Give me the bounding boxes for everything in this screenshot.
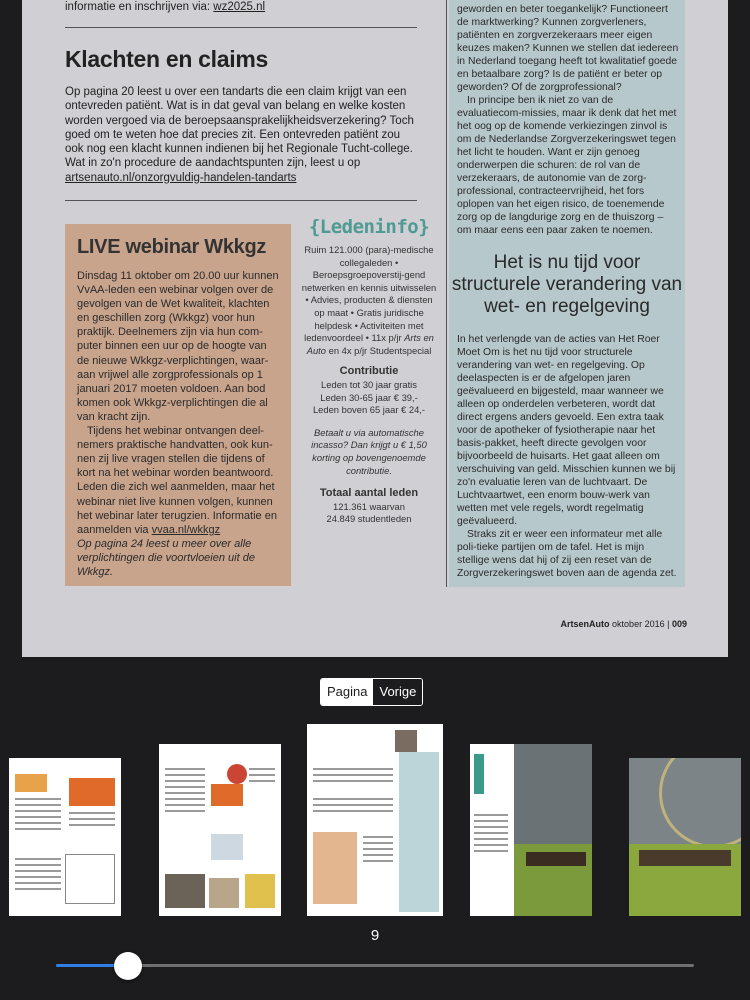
- wz2025-link[interactable]: wz2025.nl: [213, 1, 266, 13]
- totaal-title: Totaal aantal leden: [319, 487, 419, 500]
- totaal-line: 24.849 studentleden: [326, 513, 412, 525]
- right-bottom-text: [457, 333, 679, 580]
- ledeninfo-text-end: en 4x p/jr Studentspecial: [326, 344, 432, 356]
- ledeninfo-text-main: Ruim 121.000 (para)-medische collegaleden • Beroepsgroepoverstij-gend netwerken en kennis uitwisselen • Advies, producten & diensten op maat • Gratis juridische helpdesk • Activiteiten met ledenvoordeel • 11x p/jr: [301, 244, 437, 344]
- right-top-text: [457, 3, 679, 237]
- thumb-page-3[interactable]: [307, 724, 443, 916]
- thumb-page-1[interactable]: [9, 758, 121, 916]
- footer-date: oktober 2016: [612, 619, 665, 629]
- ledeninfo-title: {Ledeninfo}: [308, 216, 430, 238]
- top-text: [65, 0, 415, 15]
- footer-brand: ArtsenAuto: [560, 619, 610, 629]
- incasso-note: Betaalt u via automatische incasso? Dan krijgt u € 1,50 korting op bovengenoemde contributie.: [311, 426, 427, 476]
- vvaa-link[interactable]: vvaa.nl/wkkgz: [151, 523, 221, 536]
- right-heading: Het is nu tijd voor structurele verandering van wet- en regelgeving: [451, 252, 683, 317]
- page-slider-thumb[interactable]: [114, 952, 142, 980]
- webinar-body: [77, 269, 279, 579]
- divider: [65, 200, 417, 201]
- right-p3: In het verlengde van de acties van Het Roer Moet Om is het nu tijd voor structurele verandering van wet- en regelgeving. Op deelaspecten is er de afgelopen jaren geëvalueerd en bijgesteld, maar wanneer we alleen op onderdelen verbeteren, wordt dat direct ergens anders gevoeld. Een extra taak voor de apotheker of fysiotherapie naar het basis-pakket, heeft directe gevolgen voor bijvoorbeeld de huisarts. Het gaat alleen om verschuiving van geld. Misschien kunnen we bij zo'n evaluatie leren van de luchtvaart. De Luchtvaartwet, een enorm bouw-werk van wetten met vele regels, wordt regelmatig geëvalueerd.: [457, 334, 676, 527]
- right-column: [449, 0, 685, 587]
- klachten-body: [65, 85, 415, 185]
- page-mode-toggle[interactable]: [320, 678, 423, 706]
- ledeninfo-text-italic: Arts en Auto: [306, 332, 434, 356]
- klachten-text: Op pagina 20 leest u over een tandarts die een claim krijgt van een ontevreden patiënt. Wat is in dat geval van belang en welke kosten worden vergoed via de beroepsaansprakelijkheidsverzekering? Toch goed om te weten hoe dat precies zit. Een ontevreden patiënt zou ook nog een klacht kunnen indienen bij het Regionale Tucht-college. Wat in zo'n procedure de aandachtspunten zijn, leest u op: [65, 86, 414, 170]
- page-footer: [561, 619, 687, 629]
- divider: [65, 27, 417, 28]
- ledeninfo-text: [299, 244, 439, 357]
- right-p4: Straks zit er weer een informateur met alle poli-tieke partijen om de tafel. Het is mijn stellige wens dat hij of zij een reset van de Zorgverzekeringswet boven aan de agenda zet.: [457, 529, 677, 579]
- pagina-toggle-button[interactable]: Pagina: [321, 679, 373, 705]
- thumb-page-4[interactable]: [470, 744, 592, 916]
- column-divider: [446, 0, 447, 587]
- page-number: 9: [370, 927, 380, 944]
- klachten-title: Klachten en claims: [65, 46, 268, 72]
- webinar-p2-text: Tijdens het webinar ontvangen deel-nemers praktische handvatten, ook kun-nen zij live vragen stellen die tijdens of kort na het webinar worden beantwoord. Leden die zich wel aanmelden, maar het webinar niet live kunnen volgen, kunnen het webinar later terugzien. Informatie en aanmelden via: [77, 425, 277, 536]
- magazine-page[interactable]: [22, 0, 728, 657]
- contributie-title: Contributie: [339, 365, 399, 378]
- totaal-line: 121.361 waarvan: [333, 500, 405, 512]
- right-p1: geworden en beter toegankelijk? Functioneert de marktwerking? Kunnen zorgverleners, patiënten en zorgverzekeraars meer eigen keuzes maken? Kunnen we stellen dat iedereen in Nederland toegang heeft tot kwalitatief goede en betaalbare zorg? Is de patiënt er beter op geworden? Of de zorgprofessional?: [457, 4, 679, 93]
- page-slider-track[interactable]: [56, 964, 694, 967]
- contributie-line: Leden tot 30 jaar gratis: [321, 378, 417, 390]
- webinar-box: [65, 224, 291, 586]
- webinar-title: LIVE webinar Wkkgz: [77, 236, 267, 258]
- webinar-p2: [77, 424, 279, 537]
- footer-page: 009: [671, 619, 687, 629]
- thumb-page-5[interactable]: [629, 758, 741, 916]
- contributie-line: Leden 30-65 jaar € 39,-: [320, 391, 418, 403]
- vorige-toggle-button[interactable]: Vorige: [373, 679, 422, 705]
- webinar-p3-text: Op pagina 24 leest u meer over alle verplichtingen die voortvloeien uit de Wkkgz.: [77, 537, 255, 578]
- ledeninfo-box: [299, 216, 439, 526]
- footer-sep: |: [667, 619, 670, 629]
- webinar-p3: [77, 537, 279, 579]
- top-text-prefix: informatie en inschrijven via:: [65, 1, 214, 13]
- thumb-page-2[interactable]: [159, 744, 281, 916]
- right-p2: In principe ben ik niet zo van de evaluatiecom-missies, maar ik denk dat het met het oog op de komende verkiezingen zinvol is om de Nederlandse Zorgverzekeringswet tegen het licht te houden. Want er zijn genoeg onderwerpen die schuren: de rol van de verzekeraars, de autonomie van de zorg-professional, contracteervrijheid, het fors oplopen van het eigen risico, de toenemende zorg op de langdurige zorg en de thuiszorg – om maar eens een paar zaken te noemen.: [457, 95, 677, 236]
- klachten-link[interactable]: artsenauto.nl/onzorgvuldig-handelen-tandarts: [65, 171, 297, 184]
- contributie-line: Leden boven 65 jaar € 24,-: [312, 404, 426, 416]
- webinar-p1: Dinsdag 11 oktober om 20.00 uur kunnen VvAA-leden een webinar volgen over de gevolgen van de Wet kwaliteit, klachten en geschillen zorg (Wkkgz) voor hun praktijk. Deelnemers zijn via hun com-puter binnen een uur op de hoogte van de nieuwe Wkkgz-verplichtingen, waar-aan vrijwel alle zorgprofessionals op 1 januari 2017 moeten voldoen. Aan bod komen ook Wkkgz-verplichtingen die al van kracht zijn.: [77, 270, 279, 423]
